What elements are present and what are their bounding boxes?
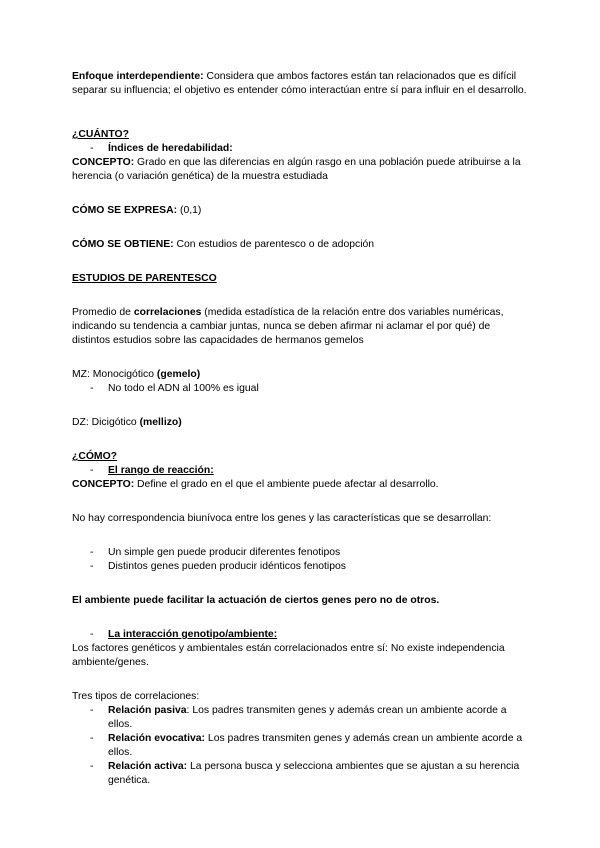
list-item: - Relación pasiva: Los padres transmiten genes y además crean un ambiente acorde a ellos.	[90, 705, 507, 730]
concepto-text: Grado en que las diferencias en algún rasgo en una población puede atribuirse a la herencia (o variación genética) de la muestra estudiada	[72, 157, 521, 182]
concepto-label: CONCEPTO:	[72, 157, 135, 168]
dash-marker: -	[90, 733, 94, 744]
dash-marker: -	[90, 143, 94, 154]
expresa-label: CÓMO SE EXPRESA:	[72, 205, 178, 216]
dz-line: DZ: Dicigótico (mellizo)	[72, 417, 182, 428]
dash-marker: -	[90, 547, 94, 558]
cuanto-heading: ¿CUÁNTO?	[72, 129, 129, 140]
interaccion-bullet	[72, 628, 528, 642]
mz-bullet: - No todo el ADN al 100% es igual	[90, 383, 259, 394]
dash-marker: -	[90, 705, 94, 716]
interdependent-text: Considera que ambos factores están tan relacionados que es difícil separar su influencia; el objetivo es entender cómo interactúan entre sí para influir en el desarrollo.	[72, 71, 527, 96]
correlaciones-paragraph: Promedio de correlaciones (medida estadística de la relación entre dos variables numéricas, indicando su tendencia a cambiar juntas, nunca se deben afirmar ni aclamar el por qué) de distintos estudios sobre las capacidades de hermanos gemelos	[72, 307, 504, 346]
como-se-expresa	[72, 204, 528, 218]
dash-marker: -	[90, 561, 94, 572]
list-item: - Relación activa: La persona busca y selecciona ambientes que se ajustan a su herencia genética.	[90, 761, 520, 786]
interdependent-label: Enfoque interdependiente:	[72, 71, 204, 82]
dash-marker: -	[90, 383, 94, 394]
correlaciones-term: correlaciones	[133, 307, 202, 318]
expresa-text: (0,1)	[177, 205, 202, 216]
list-item: - Distintos genes pueden producir idénticos fenotipos	[90, 561, 346, 572]
mz-line: MZ: Monocigótico (gemelo)	[72, 369, 201, 380]
dash-marker: -	[90, 465, 94, 476]
como-heading: ¿CÓMO?	[72, 451, 118, 462]
rango-label: El rango de reacción:	[108, 465, 214, 476]
heredabilidad-bullet	[72, 142, 528, 156]
obtiene-label: CÓMO SE OBTIENE:	[72, 239, 174, 250]
como-concepto: CONCEPTO: Define el grado en el que el ambiente puede afectar al desarrollo.	[72, 479, 439, 490]
rango-bullet	[72, 464, 528, 478]
estudios-heading: ESTUDIOS DE PARENTESCO	[72, 273, 217, 284]
correspondencia-paragraph: No hay correspondencia biunívoca entre los genes y las características que se desarrollan:	[72, 513, 492, 524]
list-item: - Relación evocativa: Los padres transmiten genes y además crean un ambiente acorde a ellos.	[90, 733, 523, 758]
interaccion-label: La interacción genotipo/ambiente:	[108, 629, 278, 640]
interdependent-paragraph	[72, 70, 528, 98]
como-se-obtiene	[72, 238, 528, 252]
list-item: - Un simple gen puede producir diferentes fenotipos	[90, 547, 341, 558]
cuanto-concepto	[72, 156, 528, 184]
ambiente-statement: El ambiente puede facilitar la actuación de ciertos genes pero no de otros.	[72, 595, 440, 606]
dash-marker: -	[90, 629, 94, 640]
heredabilidad-label: Índices de heredabilidad:	[108, 143, 233, 154]
tres-tipos: Tres tipos de correlaciones:	[72, 691, 200, 702]
interaccion-paragraph: Los factores genéticos y ambientales están correlacionados entre sí: No existe independencia ambiente/genes.	[72, 643, 505, 668]
obtiene-text: Con estudios de parentesco o de adopción	[173, 239, 375, 250]
dash-marker: -	[90, 761, 94, 772]
